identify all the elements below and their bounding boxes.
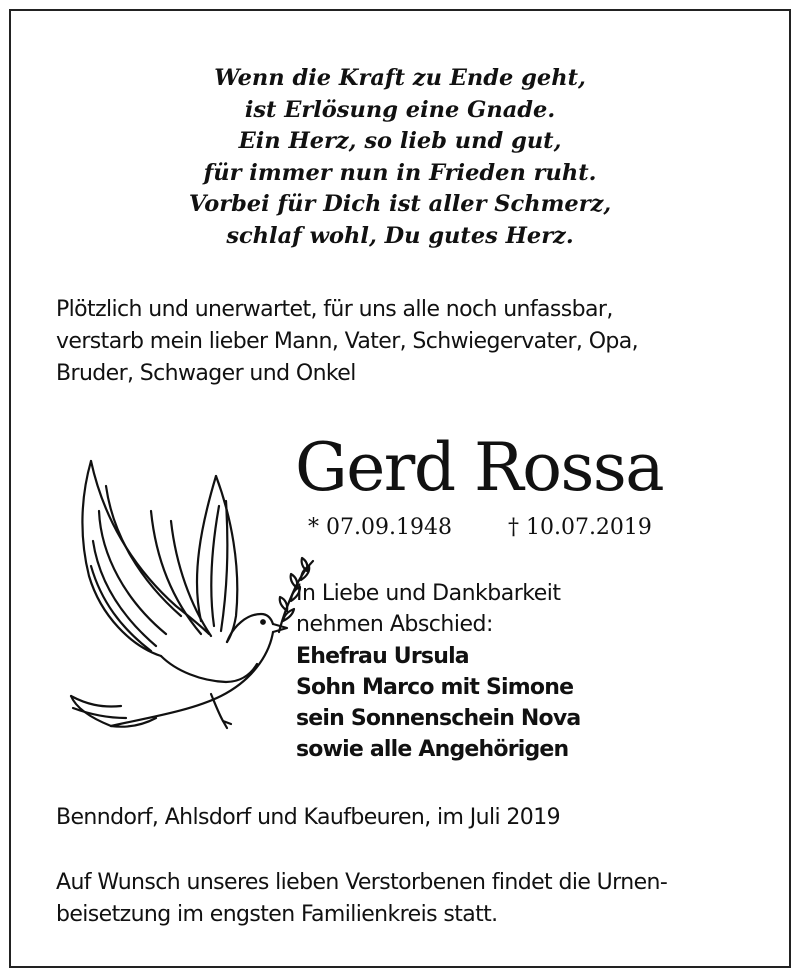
mourners [296,578,736,766]
place-and-date: Benndorf, Ahlsdorf und Kaufbeuren, im Juli 2019 [56,805,560,830]
dove-icon [51,456,321,746]
intro-text [56,294,776,390]
mourners-lead-line: In Liebe und Dankbarkeit [296,581,561,606]
birth-date: * 07.09.1948 [308,515,452,540]
intro-line: Plötzlich und unerwartet, für uns alle noch unfassbar, [56,297,613,322]
burial-note [56,867,667,930]
death-date: † 10.07.2019 [507,515,652,540]
poem-line: ist Erlösung eine Gnade. [244,96,556,123]
mourner-name: sowie alle Angehörigen [296,737,569,763]
life-dates [308,513,652,543]
intro-line: verstarb mein lieber Mann, Vater, Schwiegervater, Opa, [56,329,639,354]
poem-line: für immer nun in Frieden ruht. [203,159,597,186]
mourner-name: Ehefrau Ursula [296,643,469,669]
intro-line: Bruder, Schwager und Onkel [56,361,356,386]
poem [11,63,789,252]
mourners-lead-line: nehmen Abschied: [296,612,493,638]
poem-line: schlaf wohl, Du gutes Herz. [226,222,574,249]
note-line: Auf Wunsch unseres lieben Verstorbenen findet die Urnen- [56,870,668,895]
mourner-name: sein Sonnenschein Nova [296,706,581,732]
poem-line: Ein Herz, so lieb und gut, [238,128,562,154]
mourner-name: Sohn Marco mit Simone [296,674,574,700]
deceased-name: Gerd Rossa [295,429,664,506]
note-line: beisetzung im engsten Familienkreis statt. [56,901,498,927]
obituary-frame [9,9,791,968]
poem-line: Vorbei für Dich ist aller Schmerz, [188,191,612,217]
poem-line: Wenn die Kraft zu Ende geht, [214,65,586,91]
